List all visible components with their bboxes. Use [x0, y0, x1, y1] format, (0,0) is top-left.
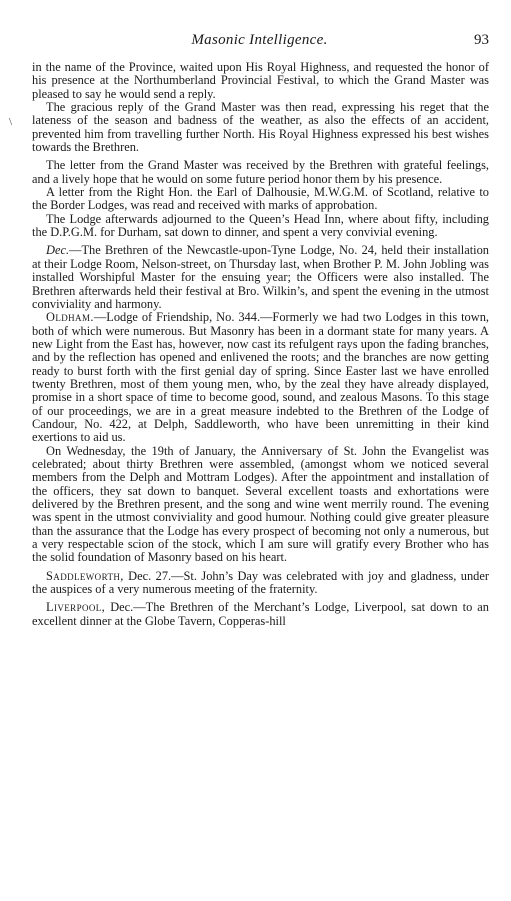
- paragraph-liverpool: [32, 601, 489, 628]
- paragraph-newcastle-lodge: [32, 244, 489, 311]
- running-title: Masonic Intelligence.: [191, 32, 328, 48]
- paragraph-text: On Wednesday, the 19th of January, the Anniversary of St. John the Evangelist was celebrated; about thirty Brethren were assembled, (amongst whom we noticed several members from the Delph and Mottram Lodges). After the appointment and installation of the officers, they sat down to banquet. Several excellent toasts and exhortations were delivered by the Brethren present, and the song and wine went merrily round. The evening was spent in the utmost conviviality and good humour. Nothing could give greater pleasure than the assurance that the Lodge has every prospect of becoming not only a numerous, but a very respectable scion of the stock, which I am sure will gratify every Brother who has the solid foundation of Masonry based on his heart.: [32, 443, 489, 565]
- paragraph-royal-invitation: [32, 61, 489, 101]
- paragraph-lead: Oldham.: [46, 310, 94, 325]
- paragraph-lodge-adjourned: [32, 213, 489, 240]
- page-header: [30, 32, 489, 52]
- paragraph-grand-master-reply: [32, 101, 489, 154]
- paragraph-text: The Lodge afterwards adjourned to the Queen’s Head Inn, where about fifty, including the D.P.G.M. for Durham, sat down to dinner, and spent a very convivial evening.: [32, 211, 489, 240]
- paragraph-text: —Lodge of Friendship, No. 344.—Formerly we had two Lodges in this town, both of which were numerous. But Masonry has been in a dormant state for many years. A new Light from the East has, however, now cast its refulgent rays upon the fading branches, and by the reflection has opened and enlivened the roots; and the branches are now getting ready to burst forth with the first genial day of spring. Since Easter last we have enrolled twenty Brethren, most of them young men, who, by the zeal they have already displayed, promise in a short space of time to become good, sound, and zealous Masons. To this stage of our proceedings, we are in a great measure indebted to the Brethren of the Lodge of Candour, No. 422, at Delph, Saddleworth, who have been unremitting in their kind exertions to aid us.: [32, 310, 489, 445]
- paragraph-oldham-lodge: [32, 311, 489, 444]
- paragraph-letter-received: [32, 159, 489, 186]
- paragraph-saddleworth: [32, 570, 489, 597]
- paragraph-text: —The Brethren of the Newcastle-upon-Tyne Lodge, No. 24, held their installation at their Lodge Room, Nelson-street, on Thursday last, when Brother P. M. John Jobling was installed Worshipful Master for the ensuing year; the Officers were also installed. The Brethren afterwards held their festival at Bro. Wilkin’s, and spent the evening in the utmost conviviality and harmony.: [32, 243, 489, 311]
- page-number: 93: [474, 32, 489, 48]
- paragraph-st-john-anniversary: [32, 445, 489, 565]
- paragraph-text: The letter from the Grand Master was received by the Brethren with grateful feelings, and a lively hope that he would on some future period honor them by his presence.: [32, 158, 489, 186]
- paragraph-lead: Liverpool,: [46, 600, 106, 615]
- paragraph-text: Dec.—The Brethren of the Merchant’s Lodge, Liverpool, sat down to an excellent dinner at the Globe Tavern, Copperas-hill: [32, 600, 489, 628]
- article-body: [32, 61, 489, 628]
- paragraph-text: The gracious reply of the Grand Master was then read, expressing his reget that the lateness of the season and badness of the weather, as also the effects of an accident, prevented him from travelling further North. His Royal Highness expressed his best wishes towards the Brethren.: [32, 100, 489, 155]
- paragraph-text: A letter from the Right Hon. the Earl of Dalhousie, M.W.G.M. of Scotland, relative to the Border Lodges, was read and received with marks of approbation.: [32, 185, 489, 213]
- paragraph-text: in the name of the Province, waited upon His Royal Highness, and requested the honor of his presence at the Northumberland Provincial Festival, to which the Grand Master was pleased to say he would send a reply.: [32, 60, 489, 101]
- paragraph-lead: Saddleworth,: [46, 568, 124, 583]
- paragraph-text: Dec. 27.—St. John’s Day was celebrated with joy and gladness, under the auspices of a very numerous meeting of the fraternity.: [32, 568, 489, 597]
- margin-mark: \: [9, 116, 13, 128]
- paragraph-dalhousie-letter: [32, 186, 489, 213]
- paragraph-lead: Dec.: [46, 243, 70, 258]
